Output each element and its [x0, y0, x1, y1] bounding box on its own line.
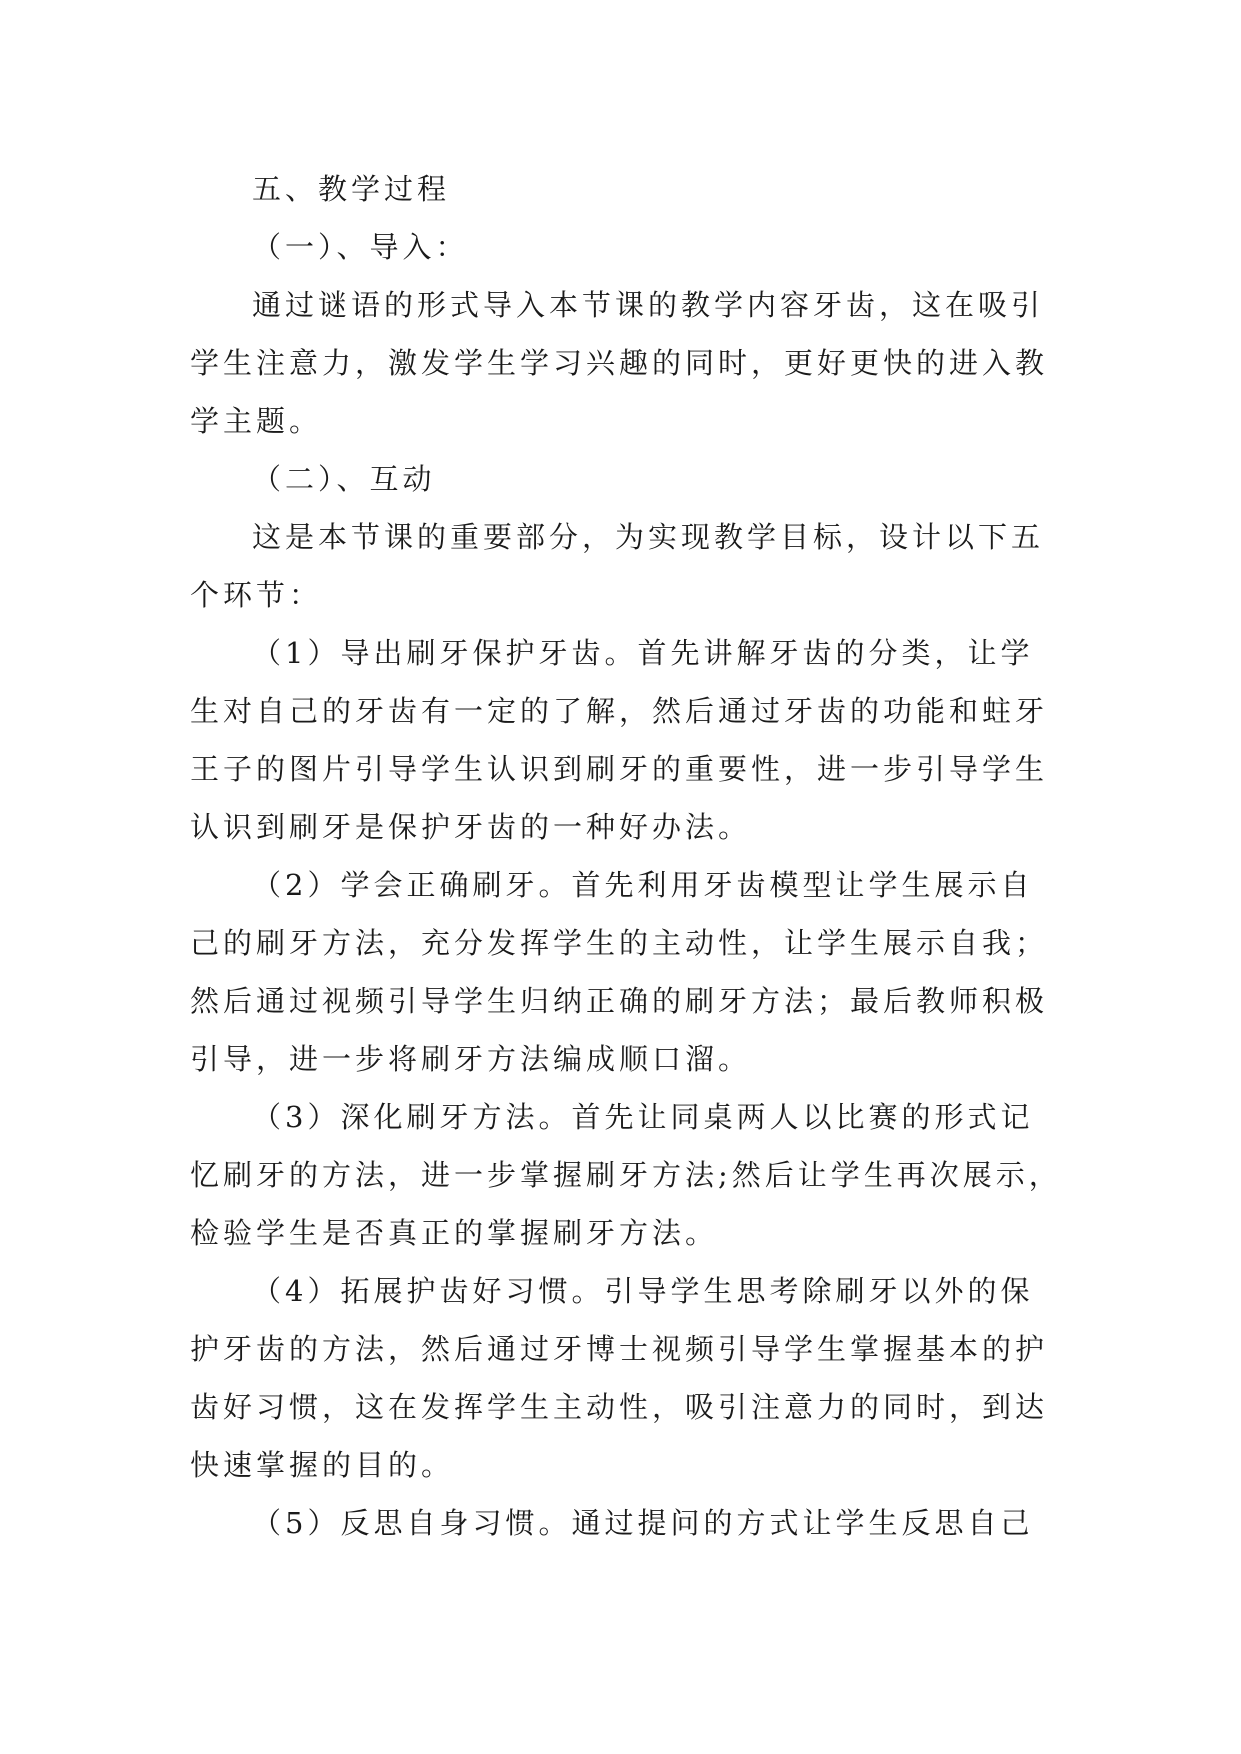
paragraph-line: 齿好习惯，这在发挥学生主动性，吸引注意力的同时，到达: [190, 1390, 1049, 1424]
paragraph-line: （2）学会正确刷牙。首先利用牙齿模型让学生展示自: [252, 868, 1034, 902]
subsection-title-intro: （一）、导入：: [252, 230, 469, 264]
paragraph-intro: [190, 276, 1050, 450]
document-body: [190, 160, 1062, 1552]
paragraph-step-5: [190, 1494, 1050, 1552]
paragraph-line: （4）拓展护齿好习惯。引导学生思考除刷牙以外的保: [252, 1274, 1034, 1308]
paragraph-line: 认识到刷牙是保护牙齿的一种好办法。: [190, 810, 752, 844]
subsection-title-interaction: （二）、互动: [252, 462, 436, 496]
paragraph-line: （1）导出刷牙保护牙齿。首先讲解牙齿的分类，让学: [252, 636, 1034, 670]
section-title: 五、教学过程: [252, 172, 451, 206]
paragraph-interaction: [190, 508, 1050, 624]
paragraph-line: 生对自己的牙齿有一定的了解，然后通过牙齿的功能和蛀牙: [190, 694, 1049, 728]
paragraph-line: 己的刷牙方法，充分发挥学生的主动性，让学生展示自我；: [190, 926, 1049, 960]
paragraph-step-3: [190, 1088, 1062, 1262]
paragraph-line: 学生注意力，激发学生学习兴趣的同时，更好更快的进入教: [190, 346, 1049, 380]
paragraph-line: 忆刷牙的方法，进一步掌握刷牙方法;然后让学生再次展示，: [190, 1158, 1062, 1192]
paragraph-line: （5）反思自身习惯。通过提问的方式让学生反思自己: [252, 1506, 1034, 1540]
paragraph-step-1: [190, 624, 1050, 856]
paragraph-line: 检验学生是否真正的掌握刷牙方法。: [190, 1216, 719, 1250]
paragraph-step-2: [190, 856, 1050, 1088]
paragraph-line: 引导，进一步将刷牙方法编成顺口溜。: [190, 1042, 752, 1076]
paragraph-step-4: [190, 1262, 1050, 1494]
paragraph-line: 这是本节课的重要部分，为实现教学目标，设计以下五: [252, 520, 1045, 554]
paragraph-line: 学主题。: [190, 404, 323, 438]
paragraph-line: 快速掌握的目的。: [190, 1448, 455, 1482]
paragraph-line: 护牙齿的方法，然后通过牙博士视频引导学生掌握基本的护: [190, 1332, 1049, 1366]
paragraph-line: 个环节：: [190, 578, 323, 612]
paragraph-line: 王子的图片引导学生认识到刷牙的重要性，进一步引导学生: [190, 752, 1049, 786]
paragraph-line: （3）深化刷牙方法。首先让同桌两人以比赛的形式记: [252, 1100, 1034, 1134]
paragraph-line: 通过谜语的形式导入本节课的教学内容牙齿，这在吸引: [252, 288, 1045, 322]
paragraph-line: 然后通过视频引导学生归纳正确的刷牙方法；最后教师积极: [190, 984, 1049, 1018]
